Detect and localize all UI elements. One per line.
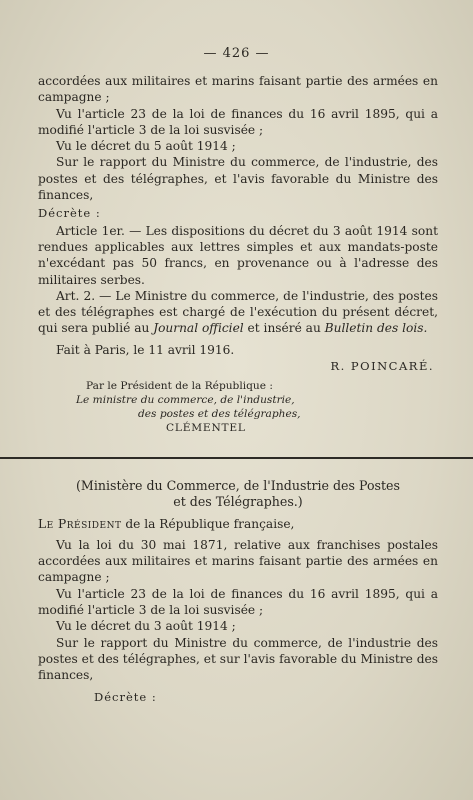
- section-divider: [0, 457, 473, 459]
- art2-bulletin: Bulletin des lois.: [324, 321, 428, 336]
- decree1-minister-line1: Le ministre du commerce, de l'industrie,: [76, 394, 295, 407]
- decree2-decrete: Décrète :: [94, 689, 157, 704]
- decree2-president-rest: de la République française,: [121, 516, 295, 531]
- decree1-par-president: Par le Président de la République :: [86, 380, 273, 393]
- decree2-sur-rapport: Sur le rapport du Ministre du commerce, de l'industrie des postes et des télégraphes, et sur l'avis favorable du Ministre des finances,: [38, 635, 438, 683]
- art2-journal: Journal officiel: [153, 321, 244, 336]
- decree1-decrete: Décrète :: [38, 206, 101, 221]
- decree2-vu-decret: Vu le décret du 3 août 1914 ;: [56, 619, 236, 634]
- decree1-sur-rapport: Sur le rapport du Ministre du commerce, de l'industrie, des postes et des télégraphes, et l'avis favorable du Ministre des finances,: [38, 155, 438, 203]
- decree1-line-continuation: accordées aux militaires et marins faisant partie des armées en campagne ;: [38, 74, 438, 105]
- decree-1: [38, 73, 438, 435]
- decree2-heading-line1: (Ministère du Commerce, de l'Industrie des Postes: [76, 478, 400, 493]
- art2-text-a: Art. 2. — Le Ministre du commerce, de l'industrie, des postes et des télégraphes est chargé de l'exécution du présent décret, qui sera publié au: [38, 288, 438, 336]
- decree1-article-1: Article 1er. — Les dispositions du décret du 3 août 1914 sont rendues applicables aux lettres simples et aux mandats-poste n'excédant pas 50 francs, en provenance ou à l'adresse des militaires serbes.: [38, 223, 438, 287]
- decree2-vu-loi: Vu la loi du 30 mai 1871, relative aux franchises postales accordées aux militaires et marins faisant partie des armées en campagne ;: [38, 537, 438, 585]
- decree-2: [38, 478, 438, 705]
- art2-text-b: et inséré au: [243, 321, 325, 336]
- decree1-article-2: [38, 288, 438, 337]
- page-number: — 426 —: [203, 46, 270, 61]
- decree1-minister-name: CLÉMENTEL: [166, 422, 246, 435]
- decree1-fait: Fait à Paris, le 11 avril 1916.: [56, 342, 235, 357]
- decree2-vu-article: Vu l'article 23 de la loi de finances du 16 avril 1895, qui a modifié l'article 3 de la loi susvisée ;: [38, 586, 438, 618]
- decree1-vu-decret: Vu le décret du 5 août 1914 ;: [56, 139, 236, 154]
- decree1-vu-article: Vu l'article 23 de la loi de finances du 16 avril 1895, qui a modifié l'article 3 de la loi susvisée ;: [38, 106, 438, 137]
- decree2-heading-line2: et des Télégraphes.): [173, 494, 303, 510]
- decree1-minister-line2: des postes et des télégraphes,: [138, 408, 301, 421]
- decree2-president-line: [38, 516, 438, 532]
- decree1-signature: R. POINCARÉ.: [330, 359, 434, 374]
- decree2-president: Le Président: [38, 516, 122, 531]
